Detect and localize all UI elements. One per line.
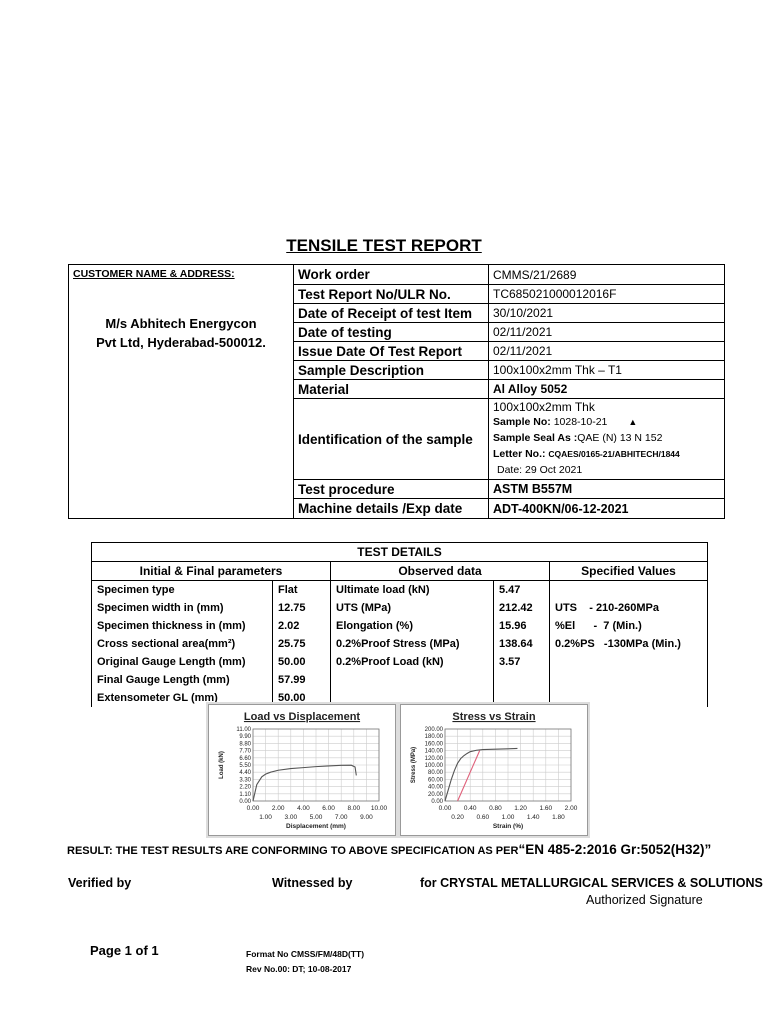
witnessed-by: Witnessed by xyxy=(272,876,353,890)
y-tick-label: 6.60 xyxy=(239,755,251,762)
customer-name xyxy=(73,314,289,352)
sample-no-label: Sample No: xyxy=(493,416,551,428)
x-tick-label: 1.00 xyxy=(501,814,515,821)
x-tick-label: 2.00 xyxy=(564,805,578,812)
y-tick-label: 9.90 xyxy=(239,734,251,741)
observed-name: Elongation (%) xyxy=(331,617,494,635)
letter-line xyxy=(493,446,720,462)
param-value: 2.02 xyxy=(273,617,331,635)
result-line xyxy=(67,842,711,857)
specified-value: %El - 7 (Min.) xyxy=(550,617,708,635)
x-tick-label: 1.20 xyxy=(514,805,527,812)
param-value: 50.00 xyxy=(273,653,331,671)
y-tick-label: 11.00 xyxy=(236,727,251,733)
sample-no-value: 1028-10-21 xyxy=(553,416,608,428)
result-text: RESULT: THE TEST RESULTS ARE CONFORMING TO ABOVE SPECIFICATION AS PER xyxy=(67,845,519,857)
y-tick-label: 40.00 xyxy=(427,784,443,791)
report-header-table xyxy=(68,264,725,519)
x-tick-label: 8.00 xyxy=(347,805,361,812)
x-tick-label: 6.00 xyxy=(322,805,335,812)
observed-name: Ultimate load (kN) xyxy=(331,581,494,600)
y-tick-label: 1.10 xyxy=(239,791,251,798)
param-value: Flat xyxy=(273,581,331,600)
report-no-value: TC685021000012016F xyxy=(489,285,725,304)
receipt-date-value: 30/10/2021 xyxy=(489,304,725,323)
observed-empty xyxy=(494,671,550,689)
param-name: Specimen width in (mm) xyxy=(92,599,273,617)
y-axis-label: Stress (MPa) xyxy=(411,746,417,784)
y-tick-label: 80.00 xyxy=(427,770,443,777)
param-value: 25.75 xyxy=(273,635,331,653)
y-tick-label: 4.40 xyxy=(239,770,251,777)
y-tick-label: 160.00 xyxy=(424,741,443,748)
procedure-value: ASTM B557M xyxy=(489,480,725,499)
x-tick-label: 10.00 xyxy=(370,805,388,812)
x-tick-label: 0.60 xyxy=(476,814,490,821)
identification-line1: 100x100x2mm Thk xyxy=(493,400,595,414)
testing-date-label: Date of testing xyxy=(294,323,489,342)
load-displacement-chart xyxy=(208,704,396,836)
stress-strain-chart xyxy=(400,704,588,836)
x-tick-label: 0.40 xyxy=(463,805,477,812)
page-number: Page 1 of 1 xyxy=(90,943,159,958)
y-tick-label: 3.30 xyxy=(239,777,251,784)
x-tick-label: 7.00 xyxy=(334,814,348,821)
series-line xyxy=(253,765,356,801)
observed-value: 212.42 xyxy=(494,599,550,617)
seal-line xyxy=(493,430,720,446)
initial-params-header: Initial & Final parameters xyxy=(92,562,331,581)
param-value: 12.75 xyxy=(273,599,331,617)
report-title: TENSILE TEST REPORT xyxy=(286,236,482,255)
observed-value: 5.47 xyxy=(494,581,550,600)
x-tick-label: 0.20 xyxy=(451,814,464,821)
y-axis-label: Load (kN) xyxy=(219,751,225,779)
x-tick-label: 2.00 xyxy=(271,805,285,812)
x-tick-label: 1.60 xyxy=(539,805,553,812)
y-tick-label: 8.80 xyxy=(239,741,251,748)
specified-header: Specified Values xyxy=(550,562,708,581)
letter-label: Letter No.: xyxy=(493,448,546,460)
machine-value: ADT-400KN/06-12-2021 xyxy=(489,499,725,519)
x-tick-label: 5.00 xyxy=(309,814,323,821)
observed-header: Observed data xyxy=(331,562,550,581)
x-tick-label: 4.00 xyxy=(297,805,310,812)
authorized-signature: Authorized Signature xyxy=(586,893,703,907)
x-axis-label: Strain (%) xyxy=(492,823,524,830)
sample-desc-value: 100x100x2mm Thk – T1 xyxy=(489,361,725,380)
identification-value xyxy=(489,399,725,480)
y-tick-label: 100.00 xyxy=(424,763,443,769)
x-tick-label: 0.00 xyxy=(438,805,452,812)
verified-by: Verified by xyxy=(68,876,132,890)
result-standard: “EN 485-2:2016 Gr:5052(H32)” xyxy=(518,842,712,857)
param-name: Original Gauge Length (mm) xyxy=(92,653,273,671)
issue-date-label: Issue Date Of Test Report xyxy=(294,342,489,361)
customer-cell xyxy=(69,265,294,519)
receipt-date-label: Date of Receipt of test Item xyxy=(294,304,489,323)
specified-empty xyxy=(550,671,708,689)
work-order-label: Work order xyxy=(294,265,489,285)
specified-value xyxy=(550,581,708,600)
machine-label: Machine details /Exp date xyxy=(294,499,489,519)
customer-line2: Pvt Ltd, Hyderabad-500012. xyxy=(96,335,266,350)
identification-date: Date: 29 Oct 2021 xyxy=(497,464,583,476)
procedure-label: Test procedure xyxy=(294,480,489,499)
material-label: Material xyxy=(294,380,489,399)
sample-no-line xyxy=(493,414,720,430)
specified-value: UTS - 210-260MPa xyxy=(550,599,708,617)
work-order-value: CMMS/21/2689 xyxy=(489,265,725,285)
y-tick-label: 200.00 xyxy=(424,727,443,733)
observed-name: 0.2%Proof Load (kN) xyxy=(331,653,494,671)
y-tick-label: 0.00 xyxy=(431,799,443,805)
letter-value: CQAES/0165-21/ABHITECH/1844 xyxy=(548,449,680,459)
observed-empty xyxy=(331,671,494,689)
x-tick-label: 1.00 xyxy=(259,814,272,821)
company-name: for CRYSTAL METALLURGICAL SERVICES & SOLUTIONS xyxy=(420,876,763,890)
param-value: 57.99 xyxy=(273,671,331,689)
y-tick-label: 0.00 xyxy=(239,799,251,805)
observed-value: 15.96 xyxy=(494,617,550,635)
testing-date-value: 02/11/2021 xyxy=(489,323,725,342)
sample-desc-label: Sample Description xyxy=(294,361,489,380)
identification-label: Identification of the sample xyxy=(294,399,489,480)
test-details-title: TEST DETAILS xyxy=(92,543,708,562)
series-line xyxy=(445,748,517,801)
param-name: Cross sectional area(mm²) xyxy=(92,635,273,653)
param-name: Final Gauge Length (mm) xyxy=(92,671,273,689)
seal-value: QAE (N) 13 N 152 xyxy=(577,432,663,444)
observed-name: UTS (MPa) xyxy=(331,599,494,617)
x-axis-label: Displacement (mm) xyxy=(286,823,346,830)
y-tick-label: 180.00 xyxy=(424,734,443,741)
x-tick-label: 3.00 xyxy=(284,814,298,821)
report-no-label: Test Report No/ULR No. xyxy=(294,285,489,304)
x-tick-label: 9.00 xyxy=(360,814,373,821)
y-tick-label: 140.00 xyxy=(424,748,443,755)
issue-date-value: 02/11/2021 xyxy=(489,342,725,361)
material-value: Al Alloy 5052 xyxy=(489,380,725,399)
y-tick-label: 120.00 xyxy=(424,755,443,762)
test-details-table xyxy=(91,542,708,707)
specified-value: 0.2%PS -130MPa (Min.) xyxy=(550,635,708,653)
param-name: Specimen thickness in (mm) xyxy=(92,617,273,635)
y-tick-label: 60.00 xyxy=(427,777,443,784)
specified-value xyxy=(550,653,708,671)
customer-line1: M/s Abhitech Energycon xyxy=(105,316,257,331)
observed-value: 138.64 xyxy=(494,635,550,653)
format-number: Format No CMSS/FM/48D(TT) xyxy=(246,949,365,959)
y-tick-label: 2.20 xyxy=(239,784,251,791)
param-name: Specimen type xyxy=(92,581,273,600)
x-tick-label: 0.80 xyxy=(489,805,502,812)
rev-number: Rev No.00: DT; 10-08-2017 xyxy=(246,964,352,974)
x-tick-label: 1.80 xyxy=(552,814,565,821)
param-value: 50.00 xyxy=(273,689,331,707)
observed-value: 3.57 xyxy=(494,653,550,671)
chart-title: Stress vs Strain xyxy=(452,711,536,723)
y-tick-label: 7.70 xyxy=(239,748,251,755)
observed-name: 0.2%Proof Stress (MPa) xyxy=(331,635,494,653)
arrow-up-icon: ▲ xyxy=(628,417,638,427)
y-tick-label: 5.50 xyxy=(239,763,251,769)
x-tick-label: 1.40 xyxy=(526,814,540,821)
chart-title: Load vs Displacement xyxy=(243,711,361,723)
param-name: Extensometer GL (mm) xyxy=(92,689,273,707)
customer-header: CUSTOMER NAME & ADDRESS: xyxy=(73,268,235,280)
y-tick-label: 20.00 xyxy=(427,791,443,798)
seal-label: Sample Seal As : xyxy=(493,432,578,444)
x-tick-label: 0.00 xyxy=(246,805,260,812)
